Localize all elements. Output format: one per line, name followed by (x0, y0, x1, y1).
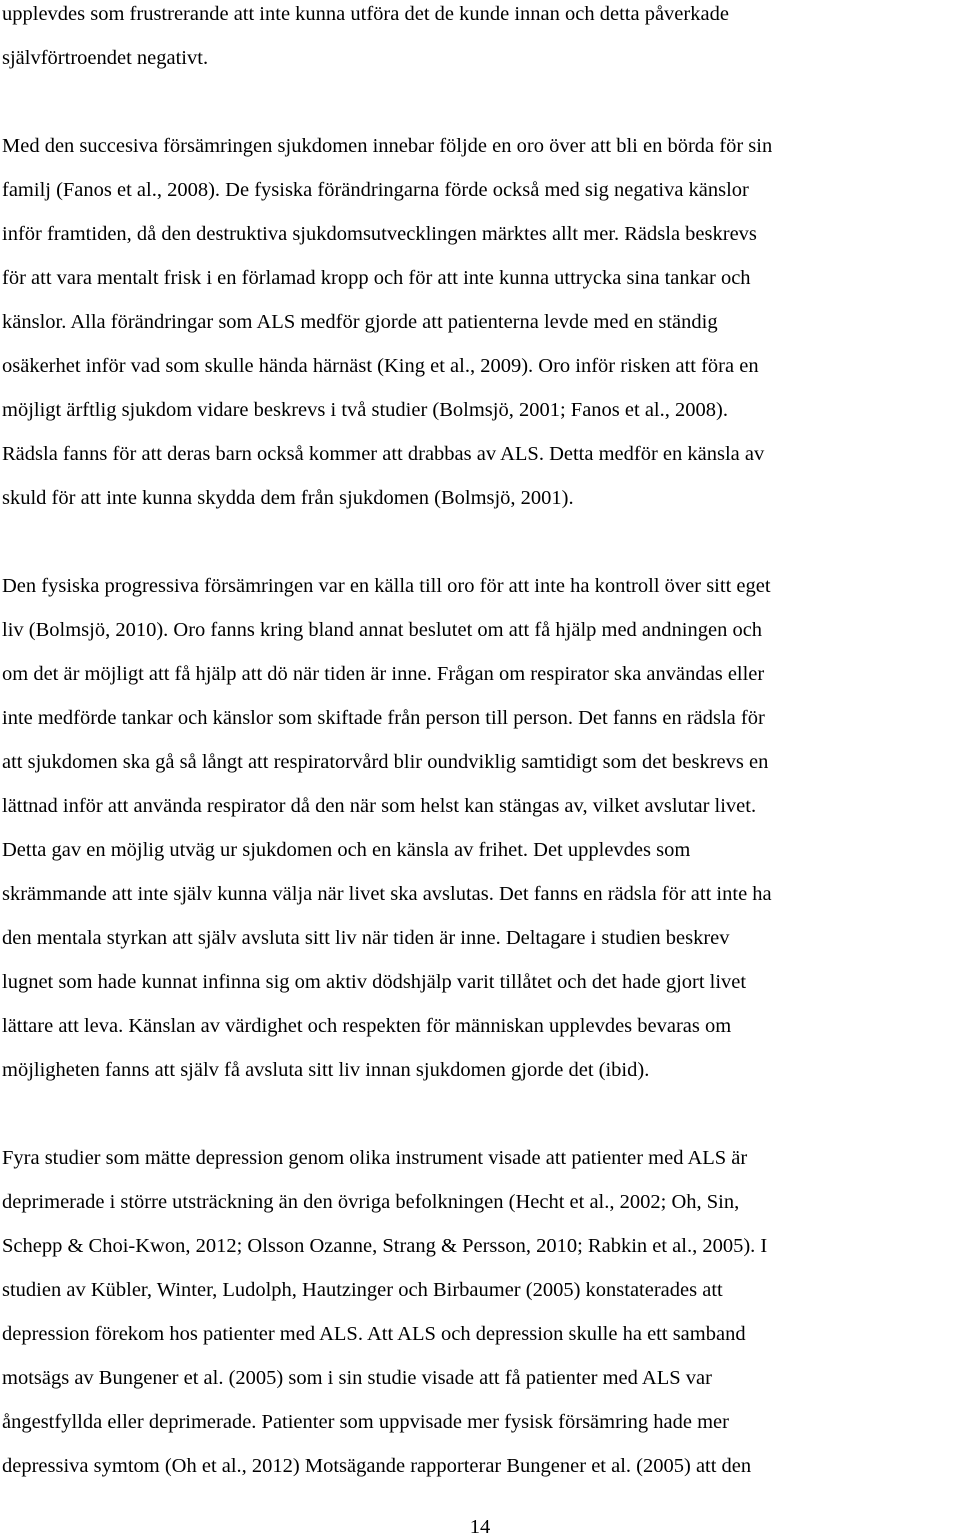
text-line: liv (Bolmsjö, 2010). Oro fanns kring bland annat beslutet om att få hjälp med andningen och (2, 619, 763, 641)
text-line: depressiva symtom (Oh et al., 2012) Motsägande rapporterar Bungener et al. (2005) att den (2, 1455, 752, 1477)
paragraph-4 (2, 1136, 958, 1488)
text-line: om det är möjligt att få hjälp att dö när tiden är inne. Frågan om respirator ska användas eller (2, 663, 765, 685)
text-line: Rädsla fanns för att deras barn också kommer att drabbas av ALS. Detta medför en känsla av (2, 443, 765, 465)
text-line: depression förekom hos patienter med ALS. Att ALS och depression skulle ha ett samband (2, 1323, 746, 1345)
text-line: självförtroendet negativt. (2, 47, 209, 69)
text-line: inte medförde tankar och känslor som skiftade från person till person. Det fanns en rädsla för (2, 707, 765, 729)
document-body (2, 0, 958, 1488)
paragraph-1 (2, 0, 958, 80)
text-line: skrämmande att inte själv kunna välja när livet ska avslutas. Det fanns en rädsla för att inte ha (2, 883, 772, 905)
text-line: skuld för att inte kunna skydda dem från sjukdomen (Bolmsjö, 2001). (2, 487, 574, 509)
text-line: känslor. Alla förändringar som ALS medför gjorde att patienterna levde med en ständig (2, 311, 718, 333)
page-number: 14 (469, 1516, 491, 1538)
text-line: för att vara mentalt frisk i en förlamad kropp och för att inte kunna uttrycka sina tankar och (2, 267, 751, 289)
text-line: studien av Kübler, Winter, Ludolph, Hautzinger och Birbaumer (2005) konstaterades att (2, 1279, 723, 1301)
text-line: möjligt ärftlig sjukdom vidare beskrevs i två studier (Bolmsjö, 2001; Fanos et al., 2008). (2, 399, 728, 421)
text-line: familj (Fanos et al., 2008). De fysiska förändringarna förde också med sig negativa känslor (2, 179, 749, 201)
paragraph-3 (2, 564, 958, 1092)
text-line: inför framtiden, då den destruktiva sjukdomsutvecklingen märktes allt mer. Rädsla beskrevs (2, 223, 757, 245)
text-line: osäkerhet inför vad som skulle hända härnäst (King et al., 2009). Oro inför risken att föra en (2, 355, 759, 377)
text-line: upplevdes som frustrerande att inte kunna utföra det de kunde innan och detta påverkade (2, 3, 729, 25)
text-line: deprimerade i större utsträckning än den övriga befolkningen (Hecht et al., 2002; Oh, Sin, (2, 1191, 740, 1213)
text-line: motsägs av Bungener et al. (2005) som i sin studie visade att få patienter med ALS var (2, 1367, 712, 1389)
text-line: ångestfyllda eller deprimerade. Patienter som uppvisade mer fysisk försämring hade mer (2, 1411, 729, 1433)
text-line: Schepp & Choi-Kwon, 2012; Olsson Ozanne, Strang & Persson, 2010; Rabkin et al., 2005). I (2, 1235, 768, 1257)
paragraph-2 (2, 124, 958, 520)
text-line: Med den succesiva försämringen sjukdomen innebar följde en oro över att bli en börda för sin (2, 135, 773, 157)
text-line: Den fysiska progressiva försämringen var en källa till oro för att inte ha kontroll över sitt eget (2, 575, 771, 597)
text-line: lättare att leva. Känslan av värdighet och respekten för människan upplevdes bevaras om (2, 1015, 732, 1037)
text-line: lättnad inför att använda respirator då den när som helst kan stängas av, vilket avslutar livet. (2, 795, 757, 817)
text-line: Fyra studier som mätte depression genom olika instrument visade att patienter med ALS är (2, 1147, 748, 1169)
text-line: Detta gav en möjlig utväg ur sjukdomen och en känsla av frihet. Det upplevdes som (2, 839, 691, 861)
text-line: den mentala styrkan att själv avsluta sitt liv när tiden är inne. Deltagare i studien beskrev (2, 927, 730, 949)
text-line: lugnet som hade kunnat infinna sig om aktiv dödshjälp varit tillåtet och det hade gjort livet (2, 971, 747, 993)
text-line: att sjukdomen ska gå så långt att respiratorvård blir oundviklig samtidigt som det beskrevs en (2, 751, 769, 773)
text-line: möjligheten fanns att själv få avsluta sitt liv innan sjukdomen gjorde det (ibid). (2, 1059, 650, 1081)
